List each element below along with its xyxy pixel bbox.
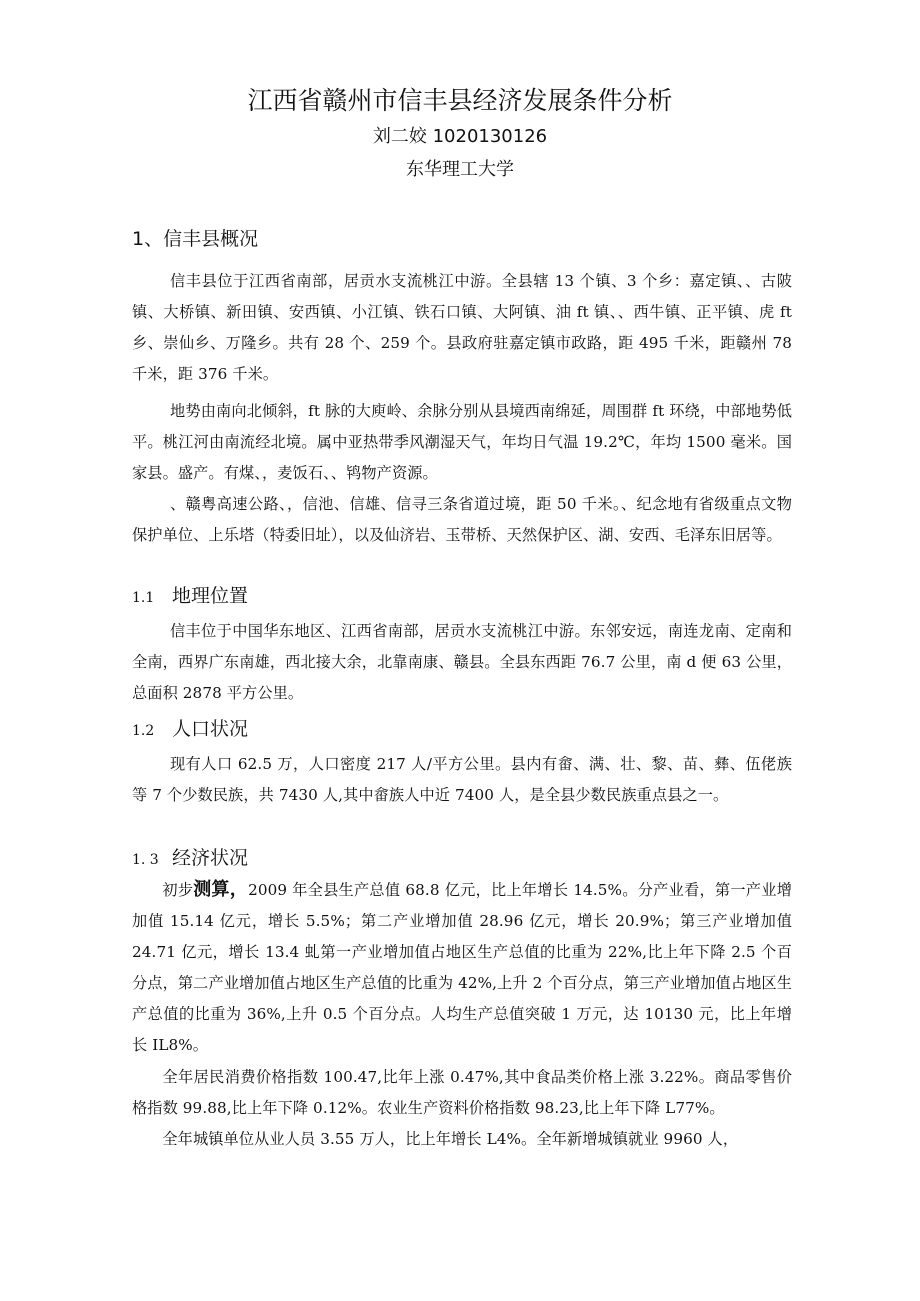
author-line: 刘二姣 1020130126 <box>372 126 548 147</box>
economy-paragraph-3: 全年城镇单位从业人员 3.55 万人，比上年增长 L4%。全年新增城镇就业 9960 人， <box>162 1130 739 1148</box>
document-title: 江西省赣州市信丰县经济发展条件分析 <box>247 86 673 115</box>
school-name: 东华理工大学 <box>406 159 514 180</box>
overview-paragraph-3: 、赣粤高速公路、，信池、信雄、信寻三条省道过境，距 50 千米。、纪念地有省级重点文物保护单位、上乐塔（特委旧址），以及仙济岩、玉带桥、天然保护区、湖、安西、毛泽东旧居等。 <box>132 495 792 544</box>
subsection-number: 1.2 <box>132 723 155 739</box>
subsection-title: 人口状况 <box>172 718 249 740</box>
subsection-title: 经济状况 <box>172 847 249 869</box>
population-paragraph: 现有人口 62.5 万，人口密度 217 人/平方公里。县内有畲、满、壮、黎、苗、彝、伍佬族等 7 个少数民族，共 7430 人,其中畲族人中近 7400 人，是全县少数民族重点县之一。 <box>132 755 792 804</box>
overview-paragraph-1: 信丰县位于江西省南部，居贡水支流桃江中游。全县辖 13 个镇、3 个乡：嘉定镇、、古陂镇、大桥镇、新田镇、安西镇、小江镇、铁石口镇、大阿镇、油 ft 镇、、西牛镇、正平镇、虎 ft 乡、崇仙乡、万隆乡。共有 28 个、259 个。县政府驻嘉定镇市政路，距 495 千米，距赣州 78 千米，距 376 千米。 <box>132 272 792 383</box>
economy-lead: 初步 <box>162 881 194 899</box>
economy-paragraph-1-text: 2009 年全县生产总值 68.8 亿元，比上年增长 14.5%。分产业看，第一产业增加值 15.14 亿元，增长 5.5%；第二产业增加值 28.96 亿元，增长 20.9%；第三产业增加值 24.71 亿元，增长 13.4 虬第一产业增加值占地区生产总值的比重为 22%,比上年下降 2.5 个百分点，第二产业增加值占地区生产总值的比重为 42%,上升 2 个百分点，第三产业增加值占地区生产总值的比重为 36%,上升 0.5 个百分点。人均生产总值突破 1 万元，达 10130 元，比上年增长 IL8%。 <box>132 881 792 1054</box>
subsection-number: 1. 3 <box>132 852 159 868</box>
subsection-heading-geography <box>132 583 248 611</box>
geography-paragraph: 信丰位于中国华东地区、江西省南部，居贡水支流桃江中游。东邻安远，南连龙南、定南和全南，西界广东南雄，西北接大余，北靠南康、赣县。全县东西距 76.7 公里，南 d 便 63 公里，总面积 2878 平方公里。 <box>132 622 792 702</box>
subsection-title: 地理位置 <box>172 585 249 607</box>
overview-paragraph-2: 地势由南向北倾斜，ft 脉的大庾岭、余脉分别从县境西南绵延，周围群 ft 环绕，中部地势低平。桃江河由南流经北境。属中亚热带季风潮湿天气，年均日气温 19.2℃，年均 1500 毫米。国家县。盛产。有煤、，麦饭石、、鸨物产资源。 <box>132 402 792 482</box>
subsection-heading-economy <box>132 845 248 873</box>
economy-paragraph-1 <box>132 874 792 1061</box>
subsection-heading-population <box>132 716 248 744</box>
subsection-number: 1.1 <box>132 590 155 606</box>
section-heading-overview: 1、信丰县概况 <box>132 228 259 250</box>
economy-paragraph-2: 全年居民消费价格指数 100.47,比年上涨 0.47%,其中食品类价格上涨 3.22%。商品零售价格指数 99.88,比上年下降 0.12%。农业生产资料价格指数 98.23,比上年下降 L77%。 <box>132 1068 792 1117</box>
economy-lead-bold: 测算， <box>193 879 249 900</box>
